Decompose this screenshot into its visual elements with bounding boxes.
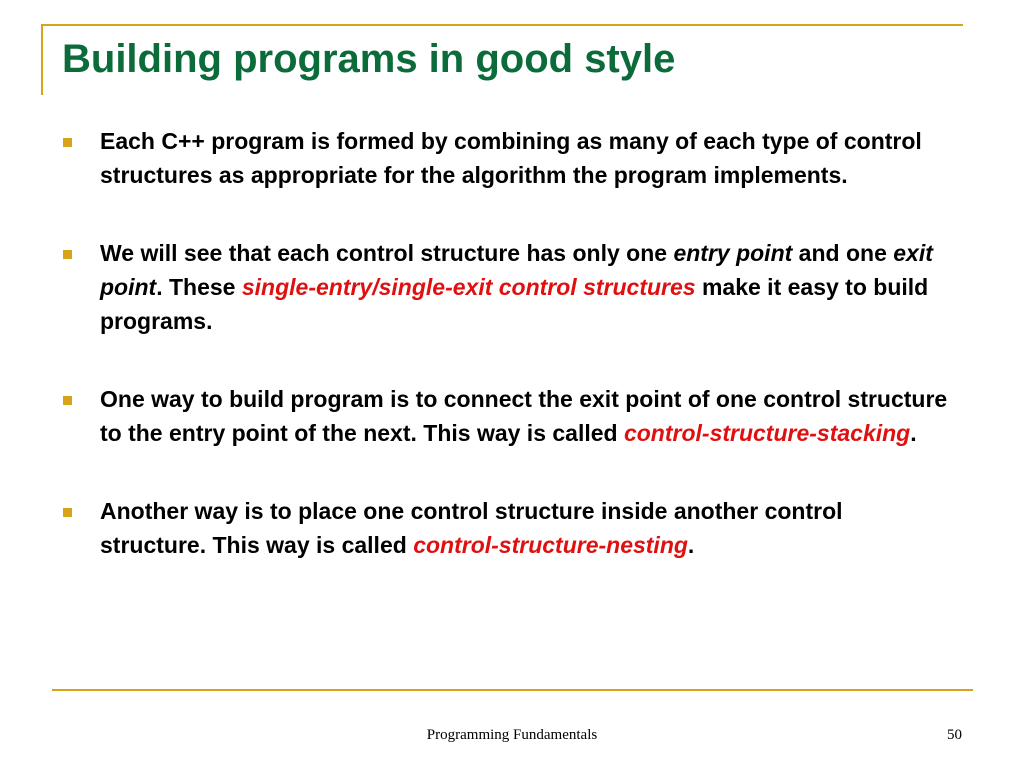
bullet-text: make it easy to build programs.: [100, 274, 929, 334]
highlight-term: control-structure-nesting: [413, 532, 688, 558]
bullet-item: [62, 382, 952, 450]
bullet-text: Another way is to place one control structure inside another control structure. This way is called: [100, 498, 843, 558]
square-bullet-icon: [63, 250, 72, 259]
bullet-text: . These: [156, 274, 242, 300]
square-bullet-icon: [63, 138, 72, 147]
bullet-item: [62, 124, 952, 192]
square-bullet-icon: [63, 508, 72, 517]
bullet-list: [62, 124, 952, 606]
bullet-text: Each C++ program is formed by combining as many of each type of control structures as appropriate for the algorithm the program implements.: [100, 128, 922, 188]
frame-left-line: [41, 24, 43, 95]
emphasis-exit-point: exit point: [100, 240, 933, 300]
bullet-item: [62, 494, 952, 562]
bullet-item: [62, 236, 952, 338]
bullet-text: We will see that each control structure has only one: [100, 240, 674, 266]
page-number: 50: [947, 727, 962, 743]
bullet-text: .: [687, 532, 695, 558]
highlight-term: control-structure-stacking: [623, 420, 911, 446]
slide-title: Building programs in good style: [62, 37, 676, 81]
bullet-text: .: [910, 420, 917, 446]
footer-title: Programming Fundamentals: [426, 727, 598, 743]
highlight-term: single-entry/single-exit control structures: [241, 274, 696, 300]
bullet-text: and one: [792, 240, 894, 266]
emphasis-entry-point: entry point: [673, 240, 793, 266]
bullet-text: One way to build program is to connect the exit point of one control structure to the entry point of the next. This way is called: [100, 386, 948, 446]
frame-top-line: [41, 24, 963, 26]
square-bullet-icon: [63, 396, 72, 405]
footer-divider: [52, 689, 973, 691]
